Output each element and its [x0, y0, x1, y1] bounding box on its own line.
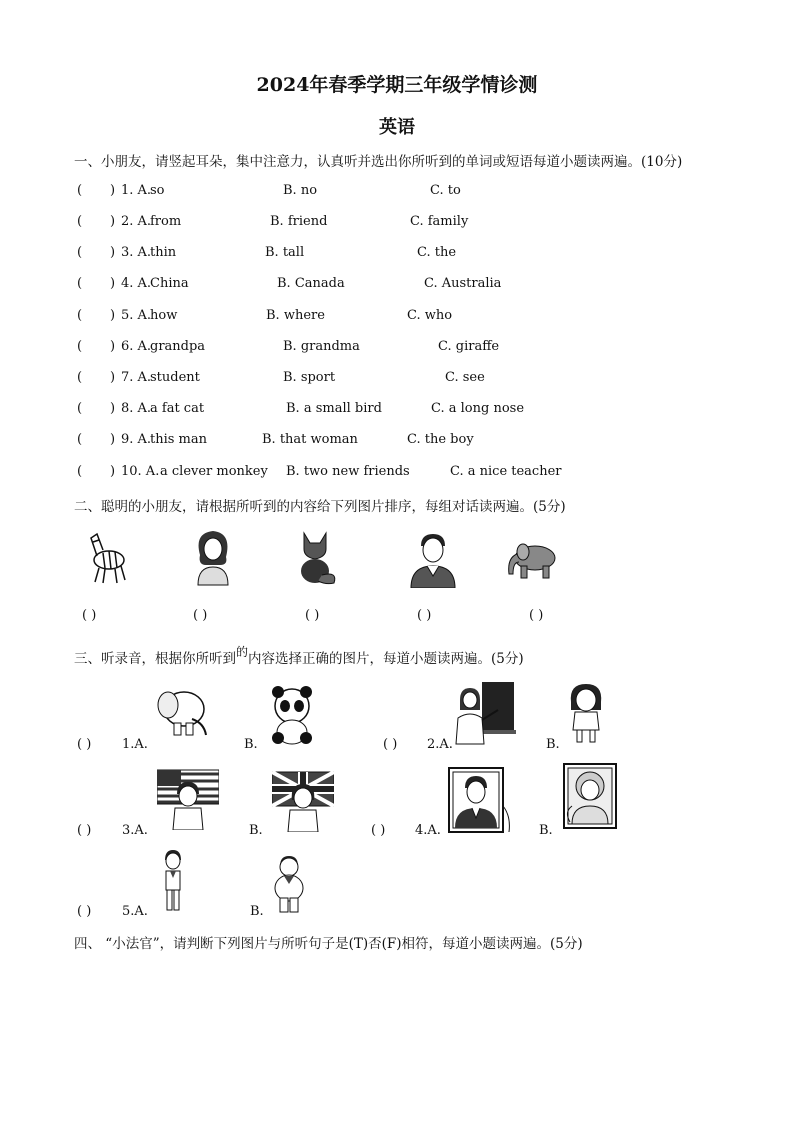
option-a[interactable]: a fat cat — [150, 401, 205, 416]
q5-option-b: B. — [250, 904, 264, 919]
option-a[interactable]: China — [150, 276, 189, 291]
woman-portrait-icon — [560, 762, 622, 832]
thin-boy-icon — [158, 846, 188, 914]
option-b[interactable]: B. sport — [283, 370, 336, 385]
question-number: 8. A. — [121, 401, 152, 416]
answer-blank-close: ) — [110, 214, 116, 229]
option-b[interactable]: B. a small bird — [286, 401, 382, 416]
q5-label: 5.A. — [122, 904, 148, 919]
section1-heading: 一、小朋友，请竖起耳朵，集中注意力，认真听并选出你所听到的单词或短语每道小题读两遍。(10分) — [74, 154, 683, 170]
panda-icon — [266, 684, 318, 746]
option-c[interactable]: C. to — [430, 183, 461, 198]
order-blank-1[interactable]: ( ) — [82, 608, 97, 623]
question-number: 7. A. — [121, 370, 152, 385]
question-number: 10. A. — [121, 464, 160, 479]
option-c[interactable]: C. the boy — [407, 432, 474, 447]
question-number: 3. A. — [121, 245, 152, 260]
zebra-icon — [83, 526, 131, 586]
q3-label: 3.A. — [122, 823, 148, 838]
q3-blank[interactable]: ( ) — [77, 823, 92, 838]
q2-blank[interactable]: ( ) — [383, 737, 398, 752]
question-number: 2. A. — [121, 214, 152, 229]
answer-blank-open[interactable]: ( — [77, 401, 83, 416]
answer-blank-open[interactable]: ( — [77, 183, 83, 198]
answer-blank-open[interactable]: ( — [77, 214, 83, 229]
option-b[interactable]: B. friend — [270, 214, 328, 229]
option-a[interactable]: so — [150, 183, 165, 198]
option-a[interactable]: grandpa — [150, 339, 206, 354]
elephant-icon — [503, 540, 565, 580]
order-blank-4[interactable]: ( ) — [417, 608, 432, 623]
option-b[interactable]: B. Canada — [277, 276, 345, 291]
answer-blank-close: ) — [110, 339, 116, 354]
option-b[interactable]: B. where — [266, 308, 325, 323]
q2-option-b: B. — [546, 737, 560, 752]
question-number: 4. A. — [121, 276, 152, 291]
answer-blank-open[interactable]: ( — [77, 276, 83, 291]
option-c[interactable]: C. a long nose — [431, 401, 525, 416]
option-c[interactable]: C. giraffe — [438, 339, 500, 354]
option-b[interactable]: B. tall — [265, 245, 305, 260]
q2-label: 2.A. — [427, 737, 453, 752]
question-number: 9. A. — [121, 432, 152, 447]
q1-blank[interactable]: ( ) — [77, 737, 92, 752]
option-c[interactable]: C. family — [410, 214, 469, 229]
order-blank-5[interactable]: ( ) — [529, 608, 544, 623]
option-b[interactable]: B. that woman — [262, 432, 358, 447]
order-blank-3[interactable]: ( ) — [305, 608, 320, 623]
option-c[interactable]: C. who — [407, 308, 453, 323]
option-b[interactable]: B. grandma — [283, 339, 360, 354]
question-number: 6. A. — [121, 339, 152, 354]
answer-blank-close: ) — [110, 464, 116, 479]
option-b[interactable]: B. two new friends — [286, 464, 410, 479]
option-c[interactable]: C. a nice teacher — [450, 464, 562, 479]
option-c[interactable]: C. Australia — [424, 276, 502, 291]
section2-heading: 二、聪明的小朋友，请根据所听到的内容给下列图片排序，每组对话读两遍。(5分) — [74, 499, 566, 515]
answer-blank-close: ) — [110, 245, 116, 260]
section4-heading: 四、 “小法官”，请判断下列图片与所听句子是(T)否(F)相符，每道小题读两遍。(5分) — [74, 936, 583, 952]
option-a[interactable]: how — [150, 308, 178, 323]
answer-blank-open[interactable]: ( — [77, 432, 83, 447]
answer-blank-close: ) — [110, 308, 116, 323]
option-a[interactable]: thin — [150, 245, 177, 260]
option-a[interactable]: a clever monkey — [160, 464, 268, 479]
girl-icon — [190, 525, 236, 587]
schoolgirl-icon — [565, 680, 607, 744]
order-blank-2[interactable]: ( ) — [193, 608, 208, 623]
answer-blank-open[interactable]: ( — [77, 370, 83, 385]
answer-blank-open[interactable]: ( — [77, 464, 83, 479]
q1-label: 1.A. — [122, 737, 148, 752]
teacher-icon — [452, 680, 518, 746]
option-a[interactable]: this man — [150, 432, 208, 447]
q5-blank[interactable]: ( ) — [77, 904, 92, 919]
uk-flag-child-icon — [272, 770, 334, 832]
option-a[interactable]: from — [150, 214, 182, 229]
q4-blank[interactable]: ( ) — [371, 823, 386, 838]
man-icon — [407, 530, 459, 588]
option-c[interactable]: C. see — [445, 370, 485, 385]
answer-blank-open[interactable]: ( — [77, 339, 83, 354]
q4-option-b: B. — [539, 823, 553, 838]
answer-blank-open[interactable]: ( — [77, 245, 83, 260]
answer-blank-open[interactable]: ( — [77, 308, 83, 323]
answer-blank-close: ) — [110, 183, 116, 198]
section3-heading: 三、听录音，根据你所听到的内容选择正确的图片，每道小题读两遍。(5分) — [74, 645, 524, 667]
q4-label: 4.A. — [415, 823, 441, 838]
option-c[interactable]: C. the — [417, 245, 457, 260]
fat-boy-icon — [272, 852, 306, 914]
elephant-icon — [152, 683, 212, 741]
answer-blank-close: ) — [110, 432, 116, 447]
question-number: 1. A. — [121, 183, 152, 198]
answer-blank-close: ) — [110, 370, 116, 385]
page-title: 2024年春季学期三年级学情诊测 — [256, 74, 538, 96]
option-a[interactable]: student — [150, 370, 200, 385]
answer-blank-close: ) — [110, 401, 116, 416]
q3-option-b: B. — [249, 823, 263, 838]
question-number: 5. A. — [121, 308, 152, 323]
man-portrait-icon — [445, 766, 515, 836]
usa-flag-child-icon — [157, 768, 219, 830]
fox-icon — [292, 527, 340, 587]
q1-option-b: B. — [244, 737, 258, 752]
page-subtitle: 英语 — [379, 117, 415, 138]
option-b[interactable]: B. no — [283, 183, 318, 198]
answer-blank-close: ) — [110, 276, 116, 291]
